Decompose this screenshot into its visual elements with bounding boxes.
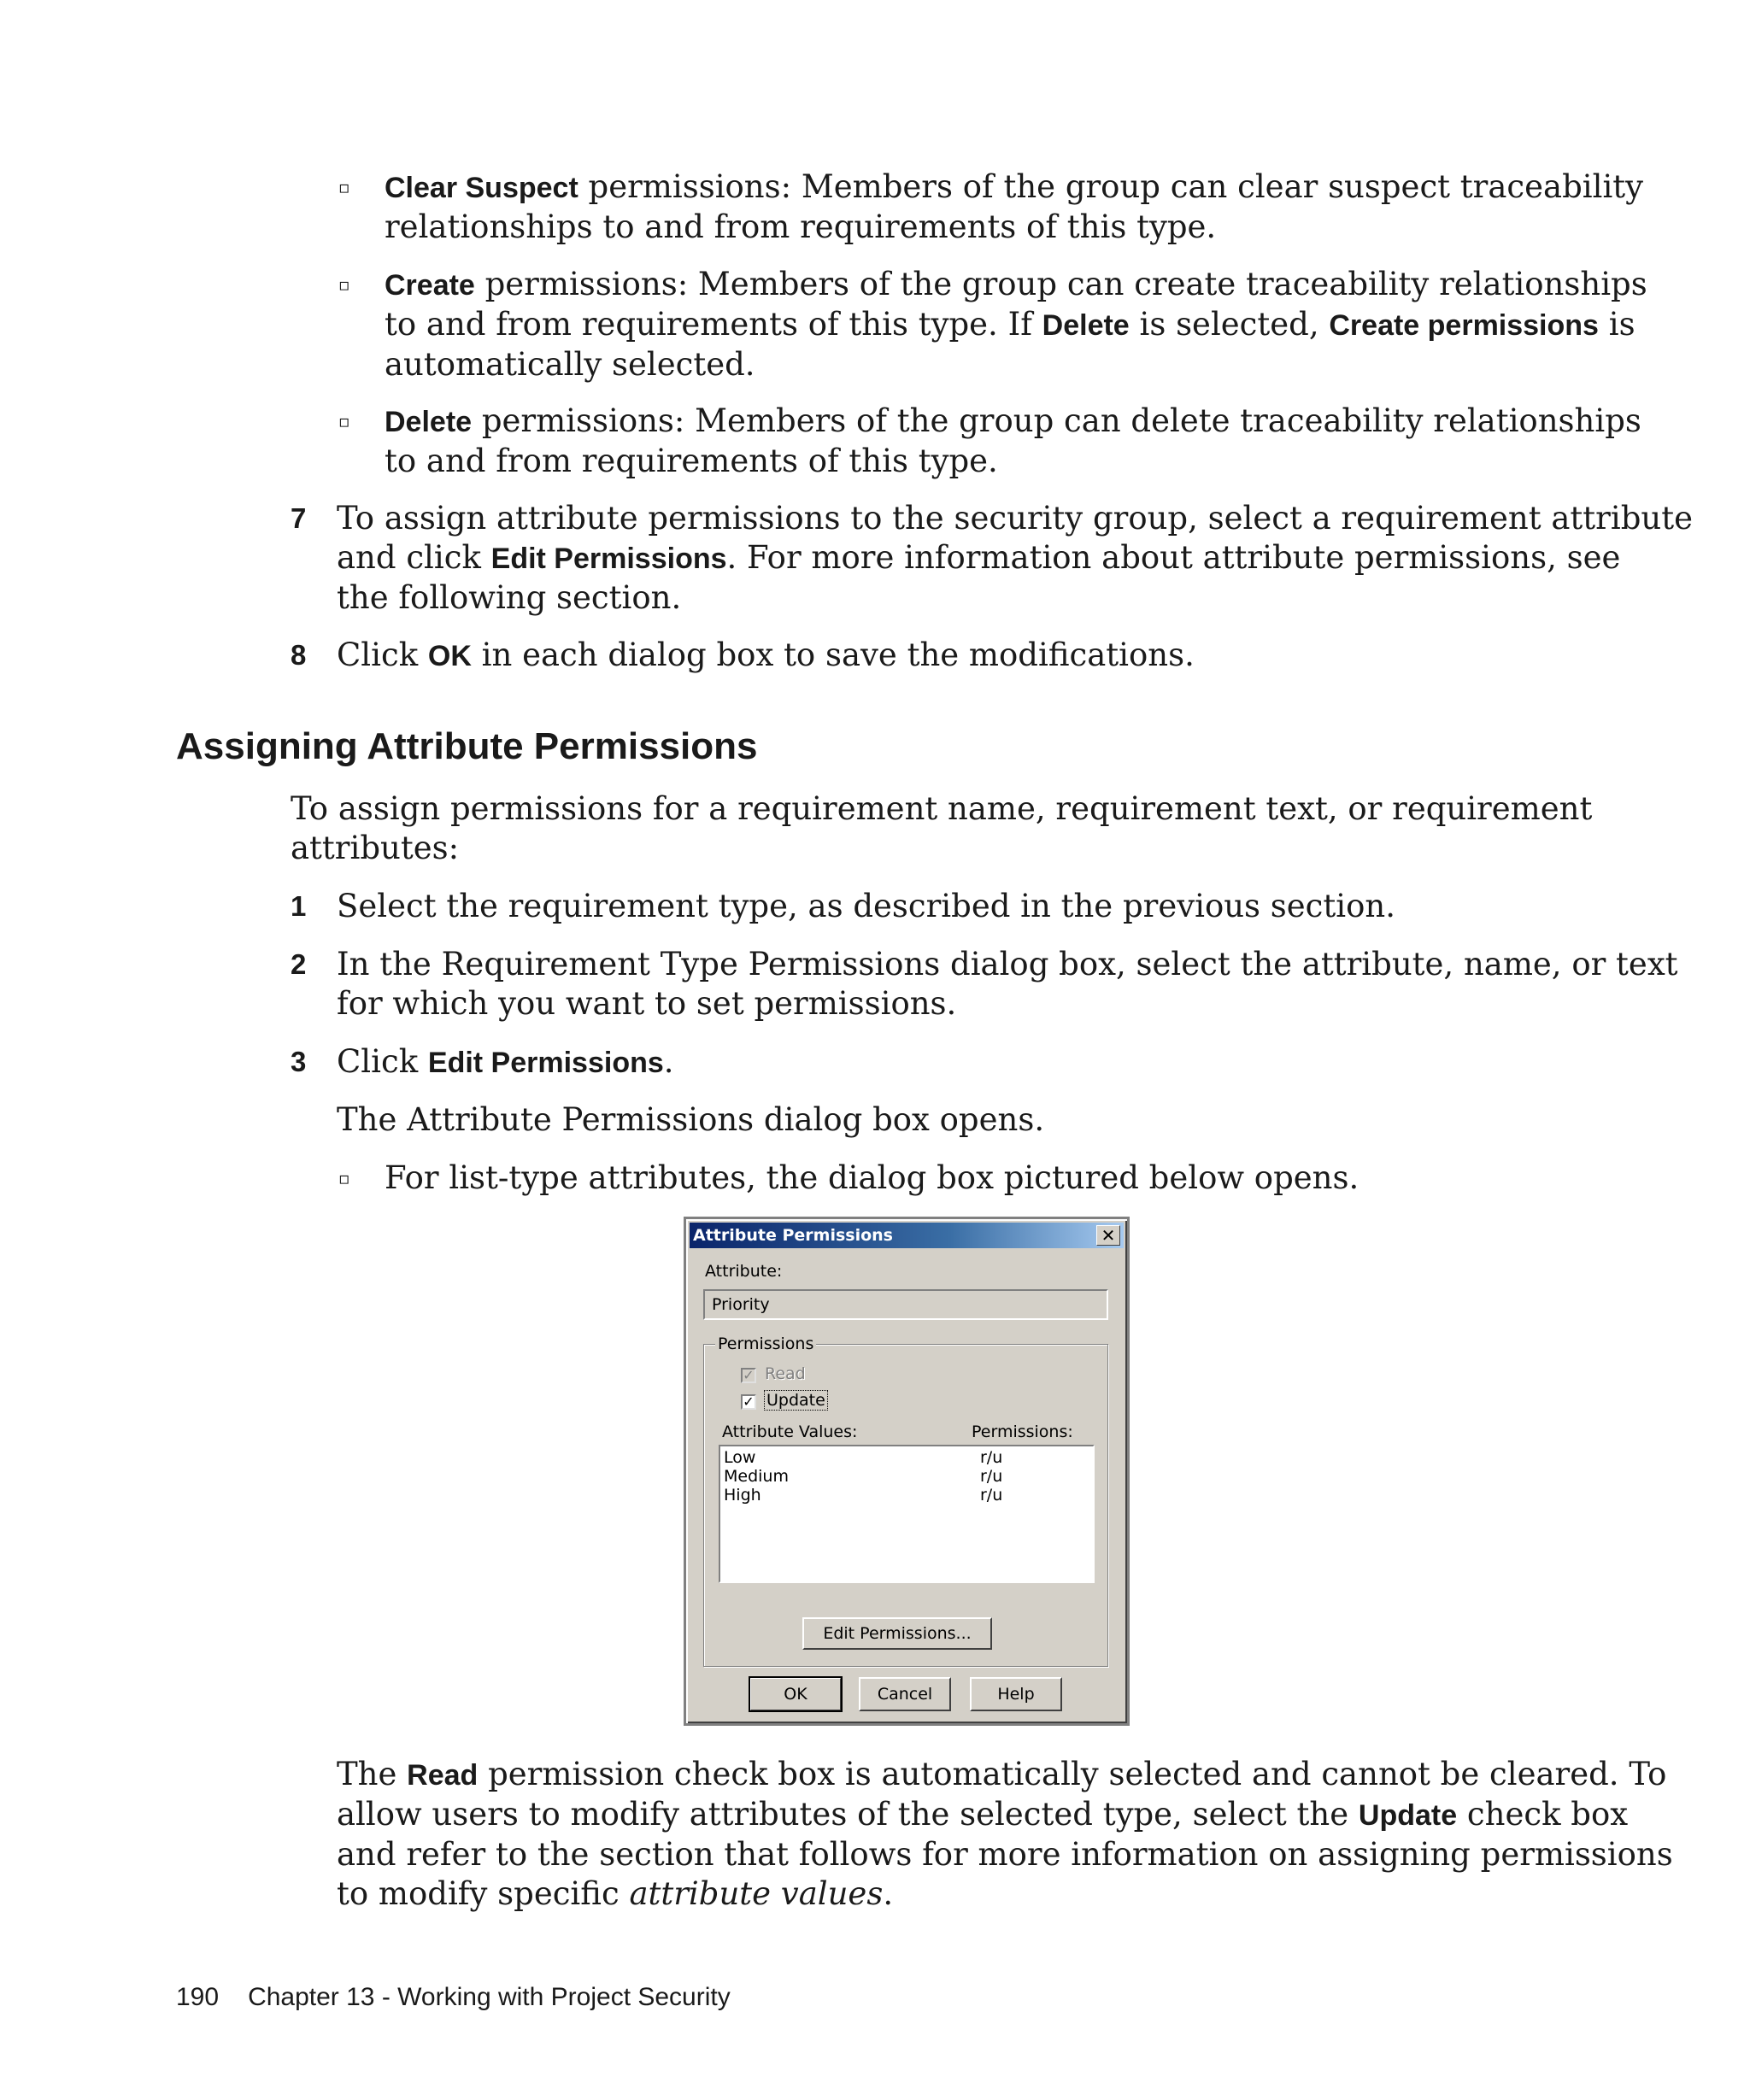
bullet-marker: ▫: [338, 1168, 350, 1188]
help-button[interactable]: Help: [970, 1677, 1062, 1711]
text: is selected,: [1129, 306, 1330, 343]
dialog-title: Attribute Permissions: [693, 1226, 893, 1245]
text: permission check box is automatically selected and cannot be cleared. To: [478, 1756, 1667, 1792]
list-type-bullet: For list-type attributes, the dialog box pictured below opens.: [385, 1159, 1359, 1196]
attribute-permissions-dialog: [684, 1217, 1130, 1726]
text: .: [883, 1875, 894, 1912]
text: the following section.: [337, 579, 682, 616]
bold-term: Clear Suspect: [385, 172, 578, 204]
step-number: 2: [291, 948, 307, 980]
attribute-values-header: Attribute Values:: [722, 1422, 858, 1441]
page-number: 190: [176, 1983, 220, 2011]
attribute-label: Attribute:: [705, 1262, 783, 1281]
attribute-value: Low: [724, 1448, 756, 1467]
dialog-titlebar: [690, 1223, 1124, 1248]
bullet-marker: ▫: [338, 177, 350, 197]
dialog-opens-text: The Attribute Permissions dialog box opens.: [337, 1101, 1045, 1138]
step-number: 3: [291, 1046, 307, 1077]
text: automatically selected.: [385, 346, 755, 383]
section-heading: Assigning Attribute Permissions: [176, 725, 758, 767]
bold-term: OK: [427, 640, 472, 672]
bold-term: Delete: [1042, 309, 1130, 342]
permission-value: r/u: [980, 1448, 1003, 1467]
list-item[interactable]: [724, 1448, 1091, 1467]
text: to modify specific: [337, 1875, 630, 1912]
step-7: [337, 499, 1693, 618]
step-3: [337, 1042, 674, 1082]
read-checkbox: ✓: [741, 1368, 756, 1383]
text: The: [337, 1756, 408, 1792]
bold-term: Delete: [385, 406, 473, 438]
bold-term: Read: [407, 1759, 479, 1792]
list-item[interactable]: [724, 1467, 1091, 1486]
edit-permissions-button[interactable]: Edit Permissions...: [802, 1617, 992, 1650]
text: and click: [337, 539, 491, 576]
bullet-marker: ▫: [338, 274, 350, 295]
bold-term: Edit Permissions: [490, 543, 727, 575]
text: in each dialog box to save the modifications.: [471, 636, 1195, 673]
text: Click: [337, 1043, 428, 1080]
permission-value: r/u: [980, 1467, 1003, 1486]
text: . For more information about attribute permissions, see: [726, 539, 1621, 576]
intro-paragraph: [291, 789, 1592, 868]
update-checkbox[interactable]: ✓: [741, 1394, 756, 1410]
text: In the Requirement Type Permissions dialog box, select the attribute, name, or text: [337, 946, 1678, 983]
bold-term: Edit Permissions: [427, 1047, 664, 1079]
bold-term: Create: [385, 269, 475, 302]
step-2: [337, 945, 1678, 1024]
chapter-title: Chapter 13 - Working with Project Security: [248, 1983, 731, 2011]
text: is: [1598, 306, 1635, 343]
text: check box: [1457, 1796, 1629, 1833]
closing-paragraph: [337, 1755, 1673, 1914]
text: allow users to modify attributes of the selected type, select the: [337, 1796, 1359, 1833]
text: to and from requirements of this type.: [385, 443, 998, 479]
bullet-marker: ▫: [338, 411, 350, 431]
text: relationships to and from requirements of this type.: [385, 208, 1217, 245]
text: permissions: Members of the group can delete traceability relationships: [472, 402, 1641, 439]
list-item[interactable]: [724, 1486, 1091, 1505]
permissions-group-label: Permissions: [715, 1334, 816, 1354]
bullet-delete: [385, 402, 1641, 481]
bullet-create: [385, 265, 1647, 384]
step-1: Select the requirement type, as described in the previous section.: [337, 888, 1395, 924]
attribute-value: Medium: [724, 1467, 789, 1486]
step-number: 7: [291, 502, 307, 534]
attribute-field: Priority: [703, 1289, 1108, 1320]
text: To assign attribute permissions to the security group, select a requirement attribute: [337, 500, 1693, 537]
update-label[interactable]: Update: [766, 1391, 825, 1410]
attribute-values-list[interactable]: [719, 1445, 1095, 1583]
step-8: [337, 636, 1195, 676]
text: for which you want to set permissions.: [337, 985, 957, 1022]
bullet-clear-suspect: [385, 167, 1643, 247]
text: attributes:: [291, 830, 460, 866]
text: permissions: Members of the group can create traceability relationships: [474, 266, 1647, 302]
bold-term: Create permissions: [1329, 309, 1599, 342]
bold-term: Update: [1358, 1799, 1458, 1832]
text: Click: [337, 636, 428, 673]
text: .: [663, 1043, 674, 1080]
page-footer: [176, 1980, 731, 2015]
text: To assign permissions for a requirement name, requirement text, or requirement: [291, 790, 1593, 827]
permissions-header: Permissions:: [972, 1422, 1073, 1441]
text: to and from requirements of this type. If: [385, 306, 1042, 343]
permission-value: r/u: [980, 1486, 1003, 1505]
read-label: Read: [765, 1364, 806, 1383]
italic-term: attribute values: [629, 1875, 884, 1912]
close-icon[interactable]: ✕: [1096, 1225, 1120, 1246]
ok-button[interactable]: OK: [749, 1677, 842, 1711]
attribute-value: High: [724, 1486, 761, 1505]
cancel-button[interactable]: Cancel: [859, 1677, 951, 1711]
text: permissions: Members of the group can clear suspect traceability: [578, 168, 1644, 205]
step-number: 8: [291, 639, 307, 671]
text: and refer to the section that follows for more information on assigning permissions: [337, 1836, 1673, 1873]
step-number: 1: [291, 890, 307, 922]
